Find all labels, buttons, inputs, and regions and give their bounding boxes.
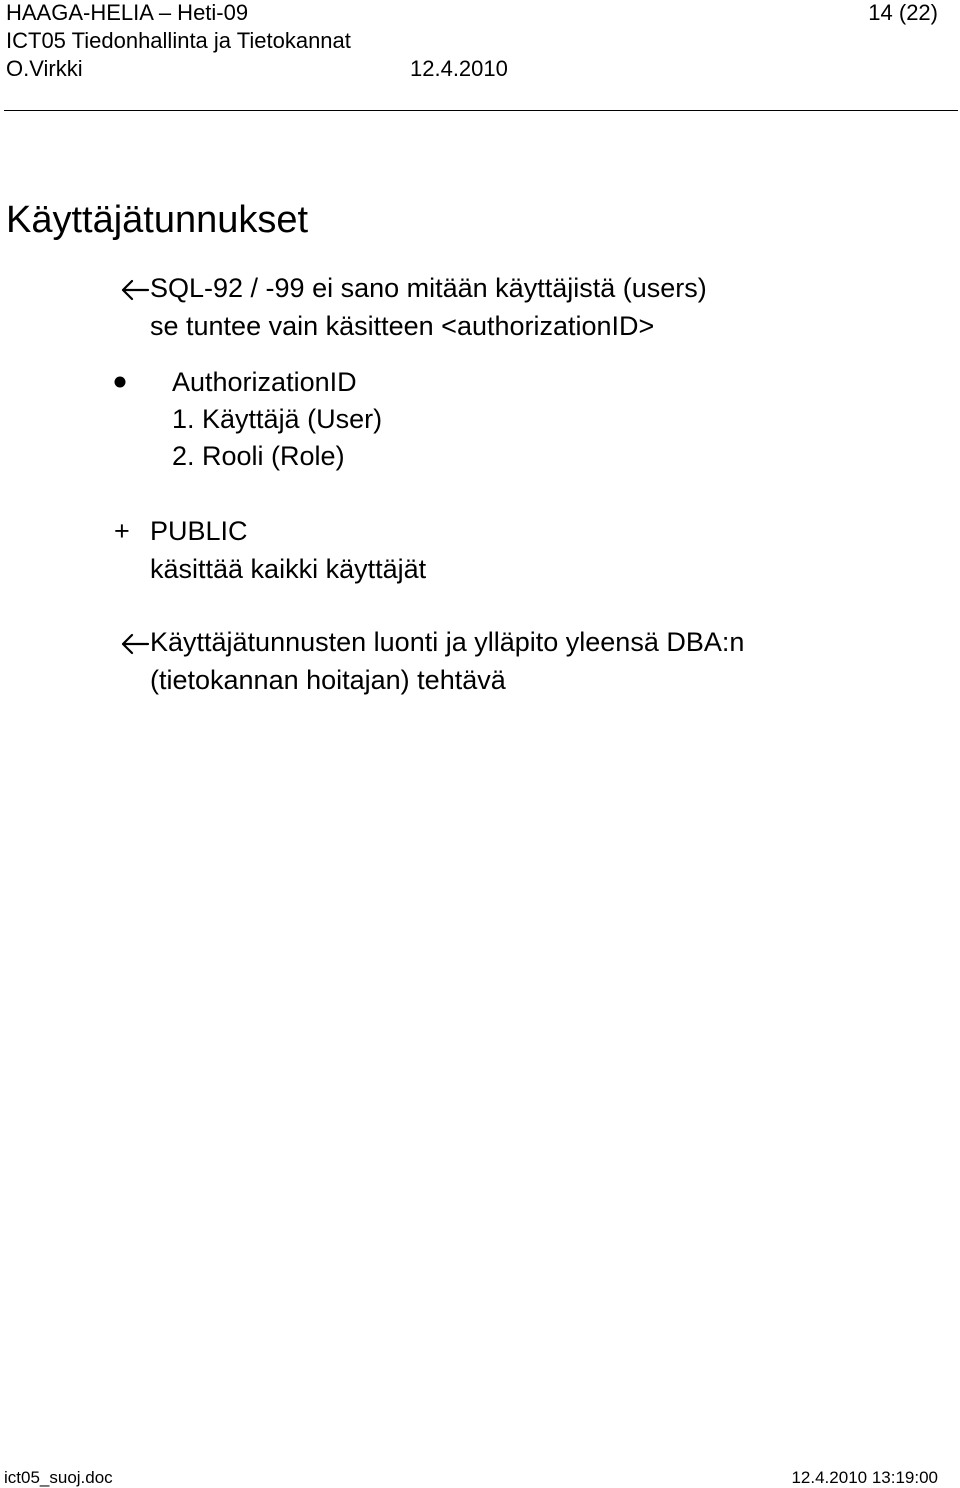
item-text-line: Käyttäjätunnusten luonti ja ylläpito yleensä DBA:n	[150, 627, 745, 657]
authorizationid-heading: AuthorizationID	[172, 367, 357, 397]
header-course: ICT05 Tiedonhallinta ja Tietokannat	[6, 28, 351, 53]
list-item: 1. Käyttäjä (User)	[172, 404, 383, 434]
left-arrow-icon	[118, 278, 150, 302]
list-item: 2. Rooli (Role)	[172, 441, 345, 471]
plus-icon: +	[114, 516, 130, 546]
bullet-dot-icon	[113, 375, 127, 389]
item-text-line: käsittää kaikki käyttäjät	[150, 554, 427, 584]
footer-timestamp: 12.4.2010 13:19:00	[791, 1468, 938, 1487]
item-text-line: SQL-92 / -99 ei sano mitään käyttäjistä (users)	[150, 273, 707, 303]
footer-filename: ict05_suoj.doc	[4, 1468, 113, 1487]
item-text-line: se tuntee vain käsitteen <authorizationID>	[150, 311, 655, 341]
page-number: 14 (22)	[868, 0, 938, 25]
left-arrow-icon	[118, 632, 150, 656]
item-text-line: (tietokannan hoitajan) tehtävä	[150, 665, 506, 695]
header-author: O.Virkki	[6, 56, 83, 81]
header-date: 12.4.2010	[410, 56, 508, 81]
page-title: Käyttäjätunnukset	[6, 199, 309, 241]
header-divider	[4, 110, 958, 111]
item-text-line: PUBLIC	[150, 516, 248, 546]
header-org-line: HAAGA-HELIA – Heti-09	[6, 0, 249, 25]
